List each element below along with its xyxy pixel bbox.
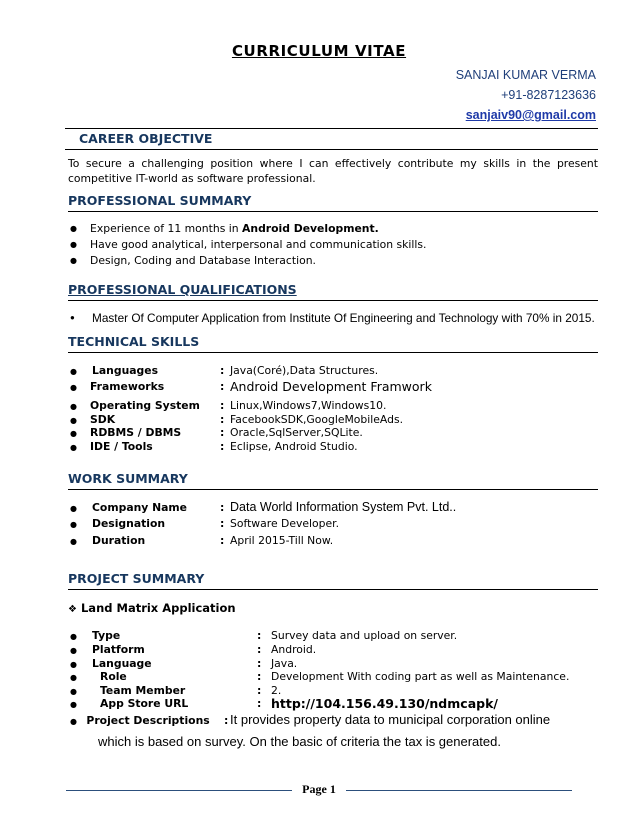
skills-row-colon: : xyxy=(220,426,225,439)
summary-item-skills: ● Have good analytical, interpersonal and communication skills. xyxy=(70,238,427,251)
summary-item-experience-prefix: Experience of 11 months in xyxy=(90,222,243,235)
project-descriptions-continued: which is based on survey. On the basic of criteria the tax is generated. xyxy=(98,734,501,749)
project-row-colon: : xyxy=(257,643,262,656)
work-row-value: Software Developer. xyxy=(230,517,339,530)
skills-row xyxy=(70,440,610,456)
project-row-key: ● App Store URL xyxy=(100,697,189,710)
work-row-key: ● Duration xyxy=(92,534,146,547)
skills-row-key: ● IDE / Tools xyxy=(90,440,153,453)
project-row-key: ● Platform xyxy=(92,643,145,656)
work-row-key: ● Company Name xyxy=(92,501,187,514)
skills-row-colon: : xyxy=(220,399,225,412)
project-row-key: ● Role xyxy=(100,670,127,683)
project-row-colon: : xyxy=(257,684,262,697)
skills-row-key: ● Languages xyxy=(92,364,159,377)
project-row-value: 2. xyxy=(271,684,282,697)
skills-row-value: Oracle,SqlServer,SQLite. xyxy=(230,426,363,439)
project-row-key: ● Team Member xyxy=(100,684,186,697)
technical-skills-heading: TECHNICAL SKILLS xyxy=(68,334,598,353)
skills-row-colon: : xyxy=(220,364,225,377)
work-row-key: ● Designation xyxy=(92,517,166,530)
skills-row-value: Android Development Framwork xyxy=(230,379,432,394)
skills-row-colon: : xyxy=(220,413,225,426)
summary-item-design: ● Design, Coding and Database Interaction. xyxy=(70,254,316,267)
project-row-colon: : xyxy=(257,657,262,670)
page-number: Page 1 xyxy=(0,782,638,797)
professional-summary-heading: PROFESSIONAL SUMMARY xyxy=(68,193,598,212)
skills-row xyxy=(70,364,610,380)
project-row-value: http://104.156.49.130/ndmcapk/ xyxy=(271,696,498,711)
work-row xyxy=(70,501,610,517)
project-row-key: ● Type xyxy=(92,629,121,642)
work-summary-heading: WORK SUMMARY xyxy=(68,471,598,490)
project-summary-heading: PROJECT SUMMARY xyxy=(68,571,598,590)
skills-row-key: ● RDBMS / DBMS xyxy=(90,426,182,439)
project-title: ❖ Land Matrix Application xyxy=(68,601,236,615)
work-row-value: April 2015-Till Now. xyxy=(230,534,334,547)
skills-row-value: FacebookSDK,GoogleMobileAds. xyxy=(230,413,404,426)
project-row-value: Android. xyxy=(271,643,317,656)
qualification-item: ● Master Of Computer Application from Institute Of Engineering and Technology with 70% in 2015. xyxy=(70,311,595,325)
summary-item-experience xyxy=(70,222,379,235)
skills-row-key: ● Frameworks xyxy=(90,380,165,393)
document-title: CURRICULUM VITAE xyxy=(231,42,407,60)
project-row xyxy=(70,697,610,713)
contact-name: SANJAI KUMAR VERMA xyxy=(455,68,596,82)
project-row-value: Java. xyxy=(271,657,298,670)
work-row-colon: : xyxy=(220,534,225,547)
skills-row-colon: : xyxy=(220,380,225,393)
qualifications-heading: PROFESSIONAL QUALIFICATIONS xyxy=(68,282,598,301)
skills-row-value: Linux,Windows7,Windows10. xyxy=(230,399,387,412)
career-objective-text: To secure a challenging position where I can effectively contribute my skills in the present competitive IT-world as software professional. xyxy=(68,157,598,185)
skills-row-key: ● Operating System xyxy=(90,399,200,412)
skills-row-value: Java(Coré),Data Structures. xyxy=(230,364,379,377)
work-row-colon: : xyxy=(220,501,225,514)
work-row xyxy=(70,517,610,533)
project-row-value: Survey data and upload on server. xyxy=(271,629,458,642)
career-objective-heading: CAREER OBJECTIVE xyxy=(65,128,598,150)
contact-phone: +91-8287123636 xyxy=(501,88,596,102)
project-row-key: ● Language xyxy=(92,657,152,670)
skills-row-value: Eclipse, Android Studio. xyxy=(230,440,358,453)
skills-row-colon: : xyxy=(220,440,225,453)
bullet-icon: ● xyxy=(70,717,77,726)
skills-row xyxy=(70,380,610,396)
skills-row-key: ● SDK xyxy=(90,413,116,426)
project-row-colon: : xyxy=(257,629,262,642)
diamond-bullet-icon: ❖ xyxy=(68,604,77,615)
summary-item-experience-bold: Android Development. xyxy=(242,222,379,235)
project-row-value: Development With coding part as well as Maintenance. xyxy=(271,670,570,683)
project-row-colon: : xyxy=(257,670,262,683)
work-row xyxy=(70,534,610,550)
contact-email-link[interactable]: sanjaiv90@gmail.com xyxy=(465,108,596,122)
work-row-value: Data World Information System Pvt. Ltd.. xyxy=(230,500,457,514)
project-descriptions: ● Project Descriptions : It provides property data to municipal corporation online xyxy=(70,712,551,727)
project-row-colon: : xyxy=(257,697,262,710)
work-row-colon: : xyxy=(220,517,225,530)
